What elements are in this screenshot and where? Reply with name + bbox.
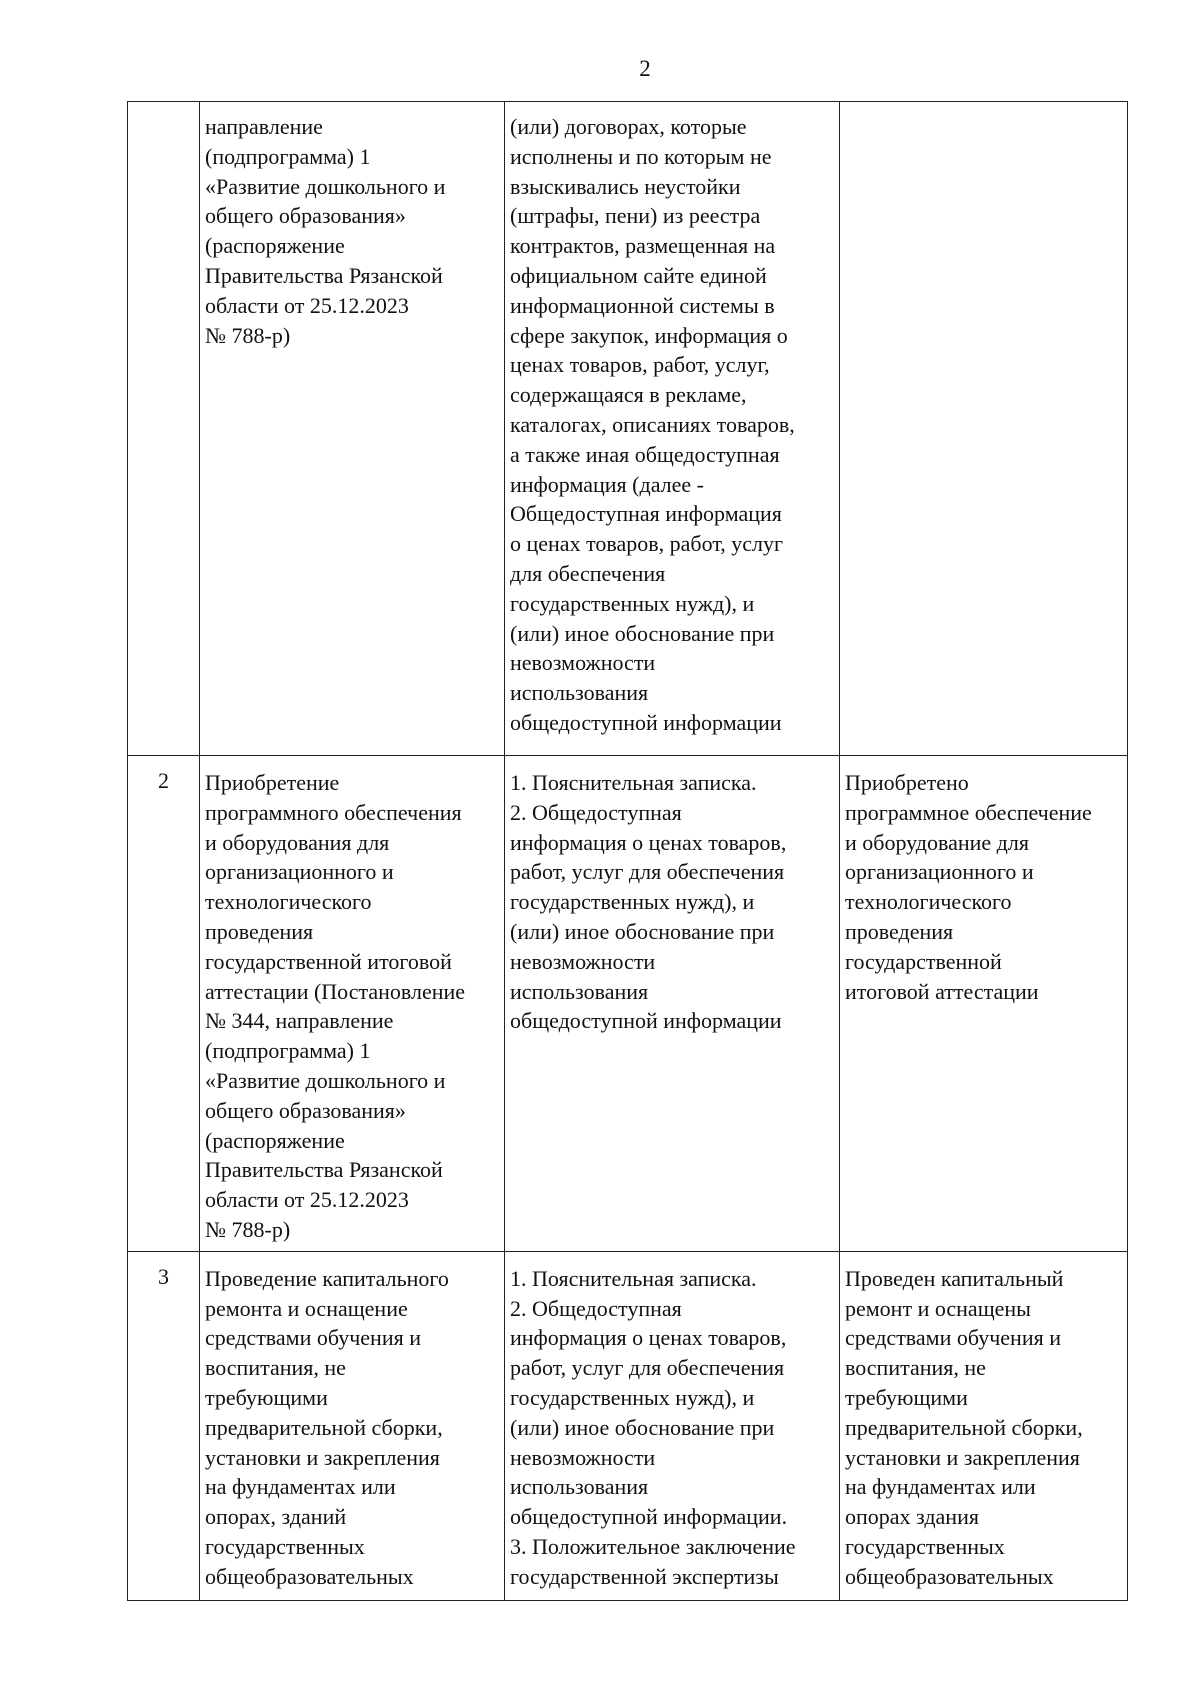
- cell-text-line: (или) иное обоснование при: [510, 918, 775, 944]
- activity-cell: [200, 756, 505, 1252]
- cell-text-line: информация (далее -: [510, 471, 704, 497]
- page-number: 2: [639, 56, 651, 81]
- cell-text-line: государственных: [205, 1533, 365, 1559]
- cell-text-line: (или) договорах, которые: [510, 114, 747, 139]
- cell-text-line: предварительной сборки,: [845, 1414, 1083, 1440]
- table-row: [128, 756, 1128, 1252]
- cell-text-line: работ, услуг для обеспечения: [510, 1355, 785, 1381]
- cell-text-line: № 788-р): [205, 1216, 291, 1242]
- cell-text-line: «Развитие дошкольного и: [205, 1067, 446, 1093]
- cell-text-line: требующими: [845, 1384, 968, 1410]
- cell-text-line: технологического: [205, 889, 372, 915]
- cell-text-line: 1. Пояснительная записка.: [510, 1265, 757, 1291]
- cell-text-line: государственных нужд), и: [510, 1384, 755, 1410]
- cell-text-line: содержащаяся в рекламе,: [510, 382, 747, 408]
- cell-text-line: средствами обучения и: [845, 1325, 1061, 1351]
- cell-text-line: контрактов, размещенная на: [510, 233, 776, 259]
- cell-text-line: для обеспечения: [510, 560, 666, 586]
- cell-text-line: программного обеспечения: [205, 799, 462, 825]
- cell-text-line: Проведен капитальный: [845, 1265, 1064, 1291]
- cell-text-line: итоговой аттестации: [845, 978, 1039, 1004]
- cell-text-line: области от 25.12.2023: [205, 1187, 409, 1213]
- activity-cell: [200, 1251, 505, 1600]
- cell-text-line: сфере закупок, информация о: [510, 322, 788, 348]
- cell-text-line: использования: [510, 680, 649, 706]
- cell-text-line: каталогах, описаниях товаров,: [510, 411, 795, 437]
- cell-text-line: № 788-р): [205, 322, 291, 348]
- table-row: [128, 1251, 1128, 1600]
- cell-text-line: на фундаментах или: [845, 1474, 1036, 1500]
- cell-text-line: использования: [510, 978, 649, 1004]
- cell-text-line: ремонт и оснащены: [845, 1295, 1031, 1321]
- cell-text-line: Общедоступная информация: [510, 501, 782, 527]
- cell-text-line: направление: [205, 114, 323, 139]
- row-number-cell: 3: [128, 1251, 200, 1600]
- cell-text-line: аттестации (Постановление: [205, 978, 466, 1004]
- cell-text-line: № 344, направление: [205, 1008, 394, 1034]
- cell-text-line: и оборудования для: [205, 829, 390, 855]
- cell-text-line: 3. Положительное заключение: [510, 1533, 796, 1559]
- cell-text-line: (или) иное обоснование при: [510, 1414, 775, 1440]
- cell-text-line: Приобретение: [205, 770, 340, 795]
- cell-text-line: о ценах товаров, работ, услуг: [510, 531, 784, 557]
- result-cell: [840, 1251, 1128, 1600]
- cell-text-line: проведения: [845, 918, 954, 944]
- cell-text-line: общедоступной информации.: [510, 1504, 788, 1530]
- cell-text-line: организационного и: [845, 859, 1034, 885]
- cell-text-line: требующими: [205, 1384, 328, 1410]
- cell-text-line: Проведение капитального: [205, 1265, 449, 1291]
- cell-text-line: воспитания, не: [845, 1355, 986, 1381]
- documents-cell: [505, 102, 840, 756]
- cell-text-line: работ, услуг для обеспечения: [510, 859, 785, 885]
- cell-text-line: 2. Общедоступная: [510, 1295, 682, 1321]
- cell-text-line: Правительства Рязанской: [205, 262, 443, 288]
- row-number-cell: 2: [128, 756, 200, 1252]
- cell-text-line: и оборудование для: [845, 829, 1029, 855]
- cell-text-line: установки и закрепления: [845, 1444, 1080, 1470]
- cell-text-line: государственных: [845, 1533, 1005, 1559]
- cell-text-line: информация о ценах товаров,: [510, 829, 787, 855]
- cell-text-line: области от 25.12.2023: [205, 292, 409, 318]
- cell-text-line: ценах товаров, работ, услуг,: [510, 352, 770, 378]
- cell-text-line: государственной итоговой: [205, 948, 452, 974]
- cell-text-line: государственной: [845, 948, 1002, 974]
- cell-text-line: Правительства Рязанской: [205, 1157, 443, 1183]
- cell-text-line: средствами обучения и: [205, 1325, 421, 1351]
- result-cell: [840, 102, 1128, 756]
- cell-text-line: общедоступной информации: [510, 709, 782, 735]
- cell-text-line: воспитания, не: [205, 1355, 346, 1381]
- cell-text-line: невозможности: [510, 948, 656, 974]
- cell-text-line: взыскивались неустойки: [510, 173, 741, 199]
- cell-text-line: использования: [510, 1474, 649, 1500]
- table-row: [128, 102, 1128, 756]
- documents-cell: [505, 756, 840, 1252]
- cell-text-line: (штрафы, пени) из реестра: [510, 203, 761, 229]
- cell-text-line: официальном сайте единой: [510, 262, 767, 288]
- cell-text-line: опорах, зданий: [205, 1504, 347, 1530]
- documents-cell: [505, 1251, 840, 1600]
- cell-text-line: (распоряжение: [205, 1127, 345, 1153]
- cell-text-line: (подпрограмма) 1: [205, 143, 371, 169]
- cell-text-line: (распоряжение: [205, 233, 345, 259]
- cell-text-line: на фундаментах или: [205, 1474, 396, 1500]
- cell-text-line: Приобретено: [845, 770, 969, 795]
- cell-text-line: общеобразовательных: [845, 1563, 1054, 1589]
- cell-text-line: 1. Пояснительная записка.: [510, 770, 757, 795]
- cell-text-line: информационной системы в: [510, 292, 775, 318]
- row-number-cell: [128, 102, 200, 756]
- cell-text-line: установки и закрепления: [205, 1444, 440, 1470]
- cell-text-line: государственных нужд), и: [510, 590, 755, 616]
- cell-text-line: государственной экспертизы: [510, 1563, 779, 1589]
- cell-text-line: исполнены и по которым не: [510, 143, 772, 169]
- cell-text-line: общедоступной информации: [510, 1008, 782, 1034]
- cell-text-line: ремонта и оснащение: [205, 1295, 408, 1321]
- cell-text-line: общеобразовательных: [205, 1563, 414, 1589]
- cell-text-line: программное обеспечение: [845, 799, 1092, 825]
- cell-text-line: общего образования»: [205, 203, 406, 229]
- cell-text-line: проведения: [205, 918, 314, 944]
- cell-text-line: предварительной сборки,: [205, 1414, 443, 1440]
- cell-text-line: информация о ценах товаров,: [510, 1325, 787, 1351]
- cell-text-line: опорах здания: [845, 1504, 979, 1530]
- cell-text-line: невозможности: [510, 1444, 656, 1470]
- cell-text-line: общего образования»: [205, 1097, 406, 1123]
- cell-text-line: «Развитие дошкольного и: [205, 173, 446, 199]
- cell-text-line: технологического: [845, 889, 1012, 915]
- cell-text-line: государственных нужд), и: [510, 889, 755, 915]
- cell-text-line: невозможности: [510, 650, 656, 676]
- activities-table: [127, 101, 1128, 1601]
- cell-text-line: организационного и: [205, 859, 394, 885]
- result-cell: [840, 756, 1128, 1252]
- cell-text-line: (или) иное обоснование при: [510, 620, 775, 646]
- cell-text-line: (подпрограмма) 1: [205, 1038, 371, 1064]
- activity-cell: [200, 102, 505, 756]
- cell-text-line: а также иная общедоступная: [510, 441, 780, 467]
- cell-text-line: 2. Общедоступная: [510, 799, 682, 825]
